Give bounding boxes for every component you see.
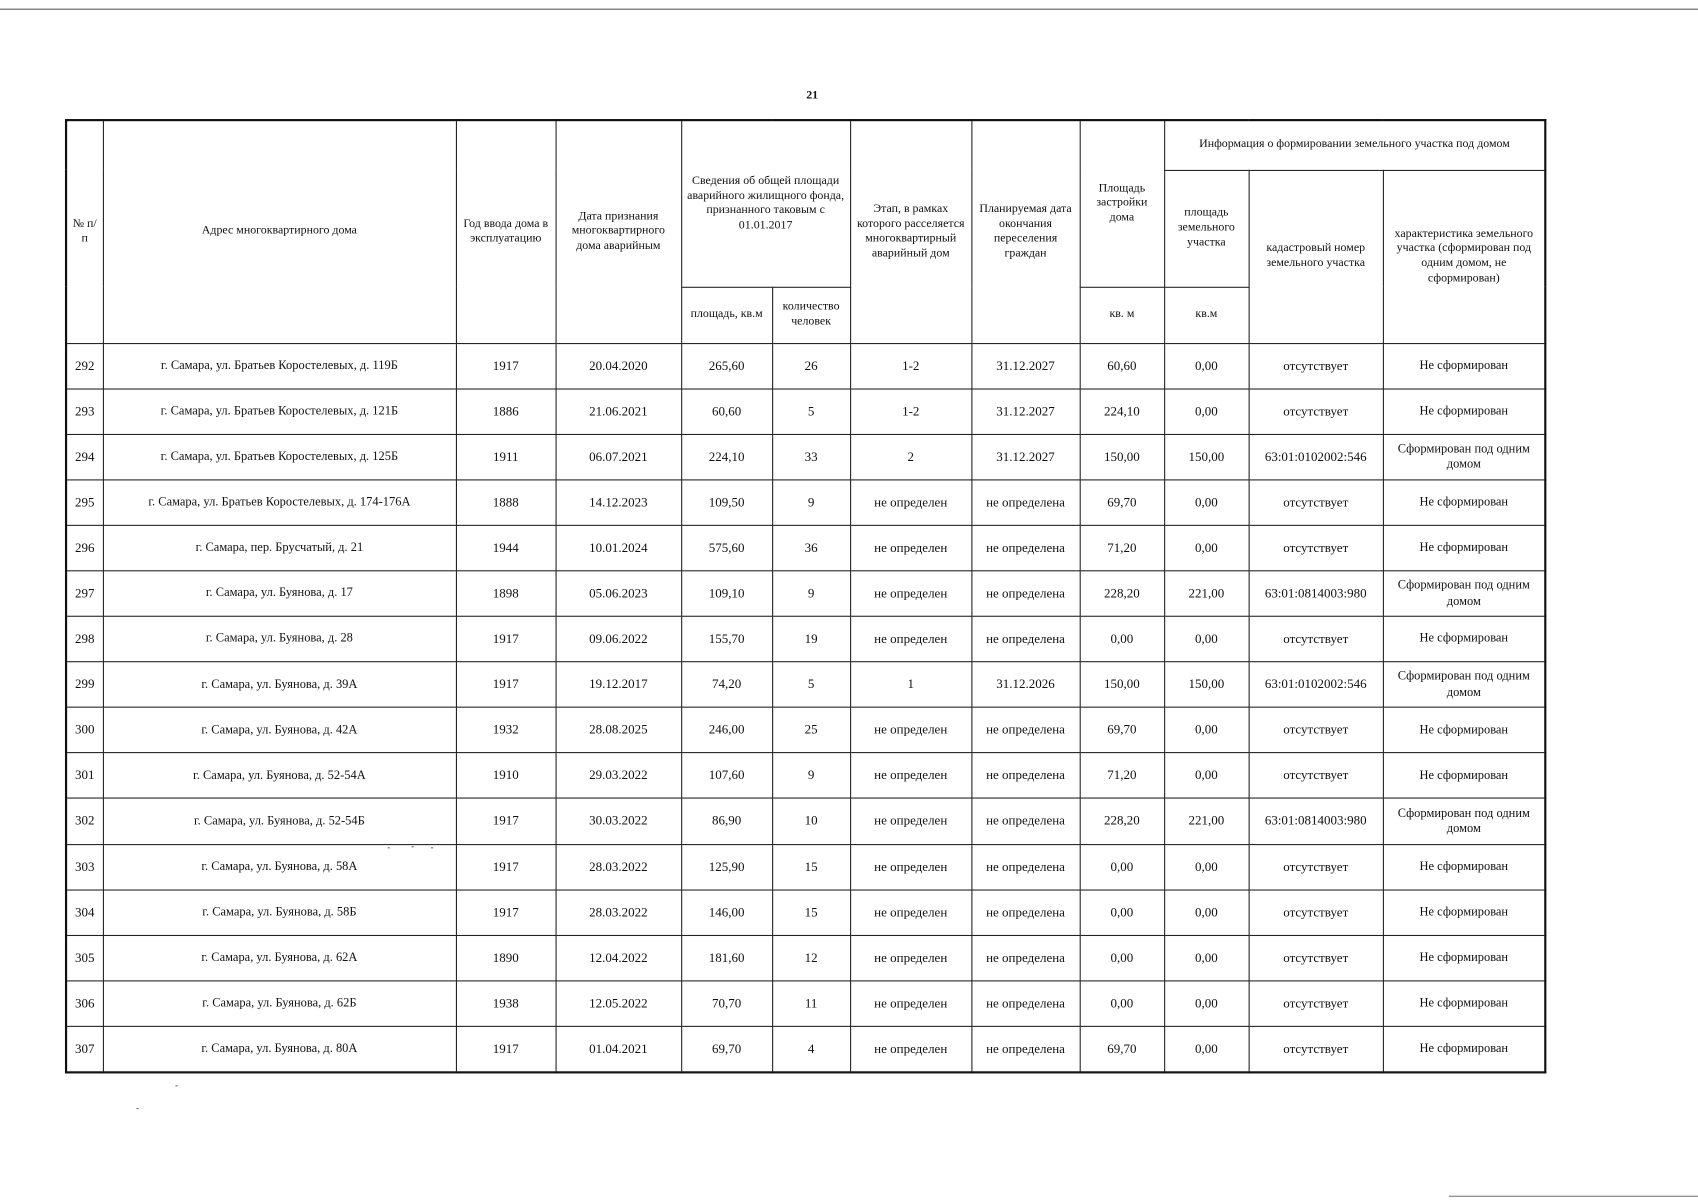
row-stage: не определен <box>850 844 971 890</box>
row-address: г. Самара, ул. Буянова, д. 58А <box>103 844 456 890</box>
row-planned-date: 31.12.2027 <box>971 343 1079 389</box>
header-date-recognition: Дата признания многоквартирного дома аварийным <box>556 120 682 343</box>
table-row <box>66 571 1545 617</box>
row-year: 1917 <box>456 799 556 845</box>
row-building-area: 228,20 <box>1080 799 1164 845</box>
header-building-area: Площадь застройки дома <box>1080 120 1164 287</box>
row-area: 109,50 <box>681 480 772 526</box>
row-number: 307 <box>66 1026 103 1072</box>
row-number: 303 <box>66 844 103 890</box>
header-planned-date: Планируемая дата окончания переселения граждан <box>971 120 1079 343</box>
row-stage: 1 <box>850 662 971 708</box>
row-people: 9 <box>772 571 850 617</box>
table-row <box>66 935 1545 981</box>
row-year: 1932 <box>456 707 556 753</box>
header-land-area-unit: кв.м <box>1164 287 1248 343</box>
row-number: 304 <box>66 890 103 936</box>
row-characteristic: Не сформирован <box>1383 343 1545 389</box>
row-building-area: 224,10 <box>1080 389 1164 435</box>
row-characteristic: Не сформирован <box>1383 890 1545 936</box>
header-area: площадь, кв.м <box>681 287 772 343</box>
row-planned-date: не определена <box>971 480 1079 526</box>
table-body <box>66 343 1545 1072</box>
header-address: Адрес многоквартирного дома <box>103 120 456 343</box>
row-land-area: 0,00 <box>1164 480 1248 526</box>
row-address: г. Самара, пер. Брусчатый, д. 21 <box>103 525 456 571</box>
row-building-area: 69,70 <box>1080 480 1164 526</box>
row-stage: не определен <box>850 480 971 526</box>
row-year: 1917 <box>456 616 556 662</box>
row-area: 60,60 <box>681 389 772 435</box>
table-row <box>66 707 1545 753</box>
row-date: 28.03.2022 <box>556 890 682 936</box>
row-year: 1898 <box>456 571 556 617</box>
row-number: 295 <box>66 480 103 526</box>
row-year: 1910 <box>456 753 556 799</box>
table-row <box>66 753 1545 799</box>
header-area-info: Сведения об общей площади аварийного жилищного фонда, признанного таковым с 01.01.2017 <box>681 120 850 287</box>
row-date: 06.07.2021 <box>556 434 682 480</box>
row-area: 69,70 <box>681 1026 772 1072</box>
table-row <box>66 662 1545 708</box>
row-number: 294 <box>66 434 103 480</box>
row-land-area: 0,00 <box>1164 616 1248 662</box>
row-people: 15 <box>772 844 850 890</box>
row-year: 1917 <box>456 343 556 389</box>
row-number: 301 <box>66 753 103 799</box>
row-number: 296 <box>66 525 103 571</box>
row-planned-date: не определена <box>971 571 1079 617</box>
row-building-area: 0,00 <box>1080 981 1164 1027</box>
row-date: 20.04.2020 <box>556 343 682 389</box>
row-address: г. Самара, ул. Буянова, д. 52-54Б <box>103 799 456 845</box>
table-row <box>66 890 1545 936</box>
row-year: 1938 <box>456 981 556 1027</box>
row-address: г. Самара, ул. Буянова, д. 62Б <box>103 981 456 1027</box>
row-planned-date: не определена <box>971 707 1079 753</box>
row-stage: не определен <box>850 525 971 571</box>
row-planned-date: 31.12.2026 <box>971 662 1079 708</box>
row-cadastral: отсутствует <box>1249 981 1383 1027</box>
row-area: 86,90 <box>681 799 772 845</box>
row-land-area: 0,00 <box>1164 1026 1248 1072</box>
row-land-area: 0,00 <box>1164 343 1248 389</box>
row-people: 5 <box>772 389 850 435</box>
row-land-area: 221,00 <box>1164 799 1248 845</box>
row-year: 1944 <box>456 525 556 571</box>
row-address: г. Самара, ул. Буянова, д. 42А <box>103 707 456 753</box>
row-planned-date: не определена <box>971 799 1079 845</box>
row-building-area: 71,20 <box>1080 753 1164 799</box>
row-address: г. Самара, ул. Буянова, д. 17 <box>103 571 456 617</box>
row-area: 70,70 <box>681 981 772 1027</box>
row-year: 1890 <box>456 935 556 981</box>
row-land-area: 0,00 <box>1164 844 1248 890</box>
row-date: 30.03.2022 <box>556 799 682 845</box>
row-planned-date: не определена <box>971 525 1079 571</box>
row-land-area: 0,00 <box>1164 890 1248 936</box>
row-cadastral: 63:01:0814003:980 <box>1249 571 1383 617</box>
row-people: 9 <box>772 753 850 799</box>
row-year: 1888 <box>456 480 556 526</box>
row-planned-date: не определена <box>971 753 1079 799</box>
row-area: 109,10 <box>681 571 772 617</box>
row-date: 12.04.2022 <box>556 935 682 981</box>
row-characteristic: Не сформирован <box>1383 935 1545 981</box>
row-building-area: 228,20 <box>1080 571 1164 617</box>
row-characteristic: Не сформирован <box>1383 707 1545 753</box>
row-characteristic: Не сформирован <box>1383 753 1545 799</box>
row-area: 155,70 <box>681 616 772 662</box>
row-building-area: 69,70 <box>1080 1026 1164 1072</box>
row-number: 305 <box>66 935 103 981</box>
row-characteristic: Не сформирован <box>1383 525 1545 571</box>
row-date: 05.06.2023 <box>556 571 682 617</box>
row-planned-date: не определена <box>971 616 1079 662</box>
table-row <box>66 844 1545 890</box>
row-planned-date: не определена <box>971 1026 1079 1072</box>
row-stage: 2 <box>850 434 971 480</box>
row-number: 300 <box>66 707 103 753</box>
row-year: 1917 <box>456 890 556 936</box>
row-people: 26 <box>772 343 850 389</box>
row-number: 306 <box>66 981 103 1027</box>
row-cadastral: отсутствует <box>1249 525 1383 571</box>
row-date: 19.12.2017 <box>556 662 682 708</box>
row-address: г. Самара, ул. Братьев Коростелевых, д. 121Б <box>103 389 456 435</box>
row-year: 1911 <box>456 434 556 480</box>
table-row <box>66 389 1545 435</box>
scan-speck <box>388 847 390 848</box>
row-area: 246,00 <box>681 707 772 753</box>
header-year: Год ввода дома в эксплуатацию <box>456 120 556 343</box>
housing-register-table <box>65 119 1546 1073</box>
page-number: 21 <box>806 88 819 102</box>
row-cadastral: отсутствует <box>1249 753 1383 799</box>
row-planned-date: не определена <box>971 981 1079 1027</box>
row-people: 10 <box>772 799 850 845</box>
row-people: 25 <box>772 707 850 753</box>
row-land-area: 0,00 <box>1164 935 1248 981</box>
row-address: г. Самара, ул. Буянова, д. 52-54А <box>103 753 456 799</box>
row-address: г. Самара, ул. Буянова, д. 62А <box>103 935 456 981</box>
row-date: 09.06.2022 <box>556 616 682 662</box>
row-land-area: 0,00 <box>1164 753 1248 799</box>
row-address: г. Самара, ул. Буянова, д. 28 <box>103 616 456 662</box>
row-planned-date: 31.12.2027 <box>971 434 1079 480</box>
row-land-area: 150,00 <box>1164 434 1248 480</box>
header-land-info: Информация о формировании земельного участка под домом <box>1164 120 1545 170</box>
row-area: 125,90 <box>681 844 772 890</box>
row-address: г. Самара, ул. Братьев Коростелевых, д. 125Б <box>103 434 456 480</box>
row-stage: не определен <box>850 707 971 753</box>
row-planned-date: не определена <box>971 844 1079 890</box>
row-people: 5 <box>772 662 850 708</box>
row-area: 224,10 <box>681 434 772 480</box>
row-area: 146,00 <box>681 890 772 936</box>
row-date: 28.08.2025 <box>556 707 682 753</box>
row-cadastral: 63:01:0814003:980 <box>1249 799 1383 845</box>
scan-edge-line <box>0 9 1698 10</box>
row-characteristic: Сформирован под одним домом <box>1383 799 1545 845</box>
row-building-area: 0,00 <box>1080 890 1164 936</box>
row-characteristic: Сформирован под одним домом <box>1383 434 1545 480</box>
row-area: 74,20 <box>681 662 772 708</box>
row-building-area: 0,00 <box>1080 616 1164 662</box>
row-cadastral: отсутствует <box>1249 890 1383 936</box>
row-building-area: 71,20 <box>1080 525 1164 571</box>
row-people: 4 <box>772 1026 850 1072</box>
row-building-area: 150,00 <box>1080 434 1164 480</box>
row-address: г. Самара, ул. Буянова, д. 58Б <box>103 890 456 936</box>
scan-edge-line <box>1449 1196 1698 1197</box>
row-people: 36 <box>772 525 850 571</box>
table-row <box>66 343 1545 389</box>
row-characteristic: Сформирован под одним домом <box>1383 662 1545 708</box>
row-people: 12 <box>772 935 850 981</box>
row-year: 1886 <box>456 389 556 435</box>
row-people: 11 <box>772 981 850 1027</box>
row-stage: 1-2 <box>850 389 971 435</box>
row-people: 9 <box>772 480 850 526</box>
row-date: 14.12.2023 <box>556 480 682 526</box>
scan-speck <box>175 1085 177 1086</box>
header-characteristic: характеристика земельного участка (сформирован под одним домом, не сформирован) <box>1383 170 1545 343</box>
row-building-area: 0,00 <box>1080 844 1164 890</box>
row-land-area: 150,00 <box>1164 662 1248 708</box>
row-number: 298 <box>66 616 103 662</box>
row-number: 292 <box>66 343 103 389</box>
row-date: 28.03.2022 <box>556 844 682 890</box>
row-year: 1917 <box>456 844 556 890</box>
row-date: 10.01.2024 <box>556 525 682 571</box>
table-row <box>66 480 1545 526</box>
row-cadastral: 63:01:0102002:546 <box>1249 662 1383 708</box>
header-cadastral: кадастровый номер земельного участка <box>1249 170 1383 343</box>
header-number: № п/п <box>66 120 103 343</box>
row-characteristic: Не сформирован <box>1383 389 1545 435</box>
table-row <box>66 981 1545 1027</box>
row-planned-date: 31.12.2027 <box>971 389 1079 435</box>
row-building-area: 0,00 <box>1080 935 1164 981</box>
scan-speck <box>412 846 414 847</box>
row-stage: не определен <box>850 616 971 662</box>
row-number: 299 <box>66 662 103 708</box>
row-date: 21.06.2021 <box>556 389 682 435</box>
row-number: 302 <box>66 799 103 845</box>
row-area: 265,60 <box>681 343 772 389</box>
row-characteristic: Не сформирован <box>1383 844 1545 890</box>
header-stage: Этап, в рамках которого расселяется многоквартирный аварийный дом <box>850 120 971 343</box>
row-characteristic: Не сформирован <box>1383 981 1545 1027</box>
row-land-area: 221,00 <box>1164 571 1248 617</box>
row-cadastral: отсутствует <box>1249 389 1383 435</box>
header-building-area-unit: кв. м <box>1080 287 1164 343</box>
row-building-area: 69,70 <box>1080 707 1164 753</box>
row-address: г. Самара, ул. Братьев Коростелевых, д. 119Б <box>103 343 456 389</box>
row-land-area: 0,00 <box>1164 389 1248 435</box>
row-area: 107,60 <box>681 753 772 799</box>
row-year: 1917 <box>456 662 556 708</box>
table-row <box>66 799 1545 845</box>
row-year: 1917 <box>456 1026 556 1072</box>
row-address: г. Самара, ул. Буянова, д. 80А <box>103 1026 456 1072</box>
row-planned-date: не определена <box>971 935 1079 981</box>
header-people: количество человек <box>772 287 850 343</box>
row-characteristic: Не сформирован <box>1383 480 1545 526</box>
row-number: 293 <box>66 389 103 435</box>
row-number: 297 <box>66 571 103 617</box>
row-cadastral: отсутствует <box>1249 935 1383 981</box>
row-address: г. Самара, ул. Братьев Коростелевых, д. 174-176А <box>103 480 456 526</box>
row-land-area: 0,00 <box>1164 525 1248 571</box>
table-row <box>66 434 1545 480</box>
row-date: 01.04.2021 <box>556 1026 682 1072</box>
row-stage: 1-2 <box>850 343 971 389</box>
row-stage: не определен <box>850 935 971 981</box>
row-characteristic: Не сформирован <box>1383 616 1545 662</box>
row-area: 575,60 <box>681 525 772 571</box>
table-row <box>66 525 1545 571</box>
row-stage: не определен <box>850 571 971 617</box>
row-stage: не определен <box>850 981 971 1027</box>
row-stage: не определен <box>850 890 971 936</box>
row-characteristic: Не сформирован <box>1383 1026 1545 1072</box>
row-date: 29.03.2022 <box>556 753 682 799</box>
row-building-area: 150,00 <box>1080 662 1164 708</box>
row-planned-date: не определена <box>971 890 1079 936</box>
row-stage: не определен <box>850 1026 971 1072</box>
row-people: 19 <box>772 616 850 662</box>
row-date: 12.05.2022 <box>556 981 682 1027</box>
table-row <box>66 616 1545 662</box>
row-people: 15 <box>772 890 850 936</box>
row-building-area: 60,60 <box>1080 343 1164 389</box>
header-land-area: площадь земельного участка <box>1164 170 1248 287</box>
row-address: г. Самара, ул. Буянова, д. 39А <box>103 662 456 708</box>
row-cadastral: отсутствует <box>1249 343 1383 389</box>
row-stage: не определен <box>850 753 971 799</box>
scan-speck <box>136 1108 138 1109</box>
row-people: 33 <box>772 434 850 480</box>
row-cadastral: отсутствует <box>1249 844 1383 890</box>
row-cadastral: отсутствует <box>1249 616 1383 662</box>
scan-speck <box>431 847 433 848</box>
table-row <box>66 1026 1545 1072</box>
row-characteristic: Сформирован под одним домом <box>1383 571 1545 617</box>
row-cadastral: отсутствует <box>1249 480 1383 526</box>
row-land-area: 0,00 <box>1164 981 1248 1027</box>
row-area: 181,60 <box>681 935 772 981</box>
row-stage: не определен <box>850 799 971 845</box>
row-cadastral: 63:01:0102002:546 <box>1249 434 1383 480</box>
row-cadastral: отсутствует <box>1249 707 1383 753</box>
row-cadastral: отсутствует <box>1249 1026 1383 1072</box>
row-land-area: 0,00 <box>1164 707 1248 753</box>
